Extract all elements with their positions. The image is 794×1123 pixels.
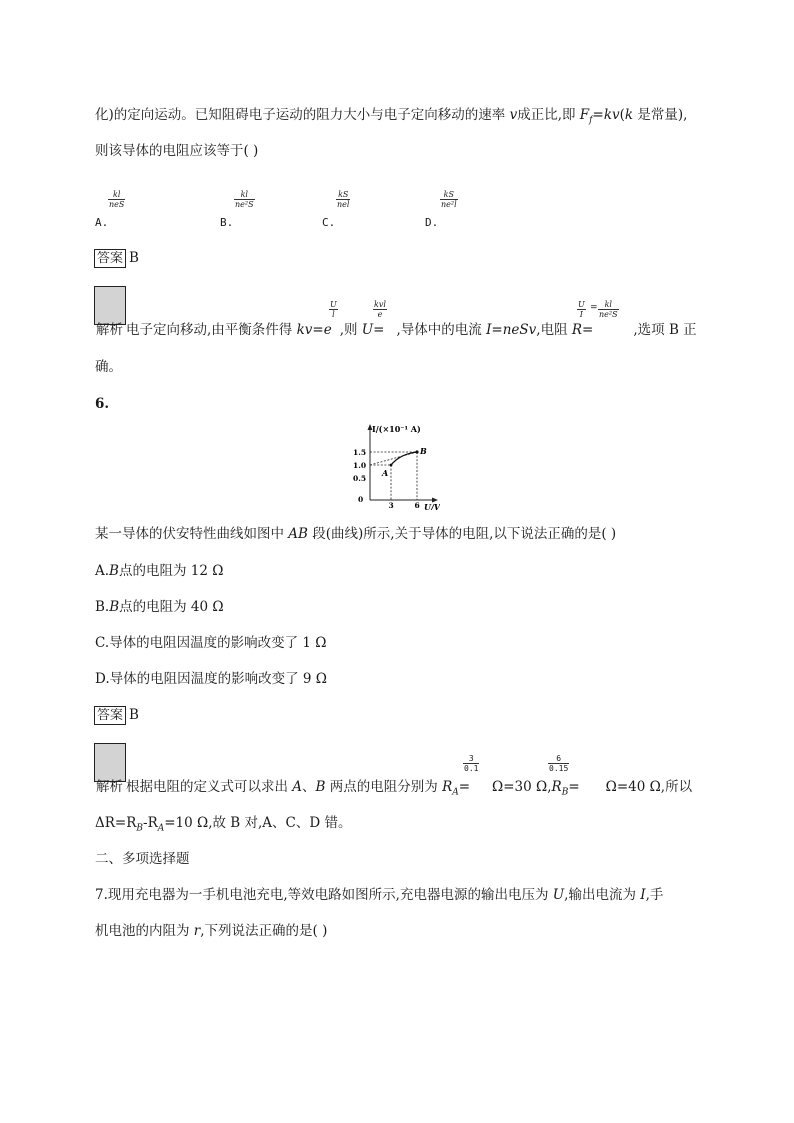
q6-analysis-tag: 解析: [96, 779, 123, 795]
origin-label: 0: [358, 495, 364, 504]
q5-analysis-frac-equals: =: [590, 303, 598, 313]
q6-analysis-frac-3-over-0-1: 3 0.1: [464, 754, 479, 773]
y-axis-label: I/(×10⁻¹ A): [372, 424, 421, 434]
q5-analysis-line-1: 电子定向移动,由平衡条件得 kv=e ,则 U= ,导体中的电流 I=neSv,电阻 R= ,选项 B 正: [126, 322, 697, 338]
q5-analysis-frac-kvl-over-e: kvl e: [374, 300, 386, 319]
q6-number: 6.: [95, 396, 110, 412]
q6-option-a[interactable]: A.B点的电阻为 12 Ω: [95, 563, 224, 579]
q5-answer-value: B: [129, 250, 139, 266]
point-a-dot: [390, 464, 393, 467]
q6-option-c[interactable]: C.导体的电阻因温度的影响改变了 1 Ω: [95, 635, 327, 651]
q5-option-c[interactable]: C.: [322, 216, 336, 229]
q6-analysis-line-1: 根据电阻的定义式可以求出 A、B 两点的电阻分别为 $R_A= \Omega=30$ $\Omega,R_B= \Omega=40$ Ω,所以: [126, 779, 693, 798]
q5-line-1: 化)的定向运动。已知阻碍电子运动的阻力大小与电子定向移动的速率 v成正比,即 $F_f=kv(k$ 是常量),: [95, 107, 688, 126]
x-tick-6: 6: [414, 501, 420, 510]
section-heading-multiple-choice: 二、多项选择题: [95, 851, 190, 867]
y-tick-1-5: 1.5: [353, 448, 367, 457]
point-b-dot: [415, 450, 418, 453]
q5-analysis-frac-u-over-i: U I: [578, 300, 585, 319]
q5-option-d[interactable]: D.: [425, 216, 439, 229]
q7-line-1: 7.现用充电器为一手机电池充电,等效电路如图所示,充电器电源的输出电压为 U,输出电流为 I,手: [95, 887, 664, 903]
q6-analysis-frac-6-over-0-15: 6 0.15: [549, 754, 569, 773]
q5-analysis-frac-u-over-l: U l: [330, 300, 337, 319]
y-tick-1-0: 1.0: [353, 461, 367, 470]
point-b-label: B: [420, 446, 427, 456]
q7-line-2: 机电池的内阻为 r,下列说法正确的是( ): [95, 923, 328, 939]
q5-option-d-fraction: kS ne²l: [441, 190, 457, 209]
q6-stem: 某一导体的伏安特性曲线如图中 AB 段(曲线)所示,关于导体的电阻,以下说法正确的是( ): [95, 526, 617, 542]
q5-option-a-fraction: kl neS: [109, 190, 125, 209]
q5-option-c-fraction: kS nel: [337, 190, 350, 209]
point-a-label: A: [382, 468, 389, 478]
q6-answer-value: B: [129, 707, 139, 723]
q6-iv-graph: [350, 420, 440, 510]
q5-option-a[interactable]: A.: [95, 216, 109, 229]
x-tick-3: 3: [388, 501, 394, 510]
q6-analysis-line-2: $\Delta R=R_B-R_A=10$ Ω,故 B 对,A、C、D 错。: [95, 815, 352, 834]
q5-line-2: 则该导体的电阻应该等于( ): [95, 143, 259, 159]
q6-option-b[interactable]: B.B点的电阻为 40 Ω: [95, 599, 224, 615]
q5-answer-tag: 答案: [94, 249, 126, 268]
x-axis-label: U/V: [424, 502, 440, 510]
q5-option-b[interactable]: B.: [220, 216, 234, 229]
q5-analysis-line-2: 确。: [95, 359, 122, 375]
q5-analysis-tag: 解析: [96, 322, 123, 338]
q5-analysis-frac-kl-over-ne2s: kl ne²S: [599, 300, 618, 319]
q6-option-d[interactable]: D.导体的电阻因温度的影响改变了 9 Ω: [95, 671, 328, 687]
q5-option-b-fraction: kl ne²S: [235, 190, 254, 209]
q6-answer-tag: 答案: [94, 706, 126, 725]
y-tick-0-5: 0.5: [353, 474, 367, 483]
